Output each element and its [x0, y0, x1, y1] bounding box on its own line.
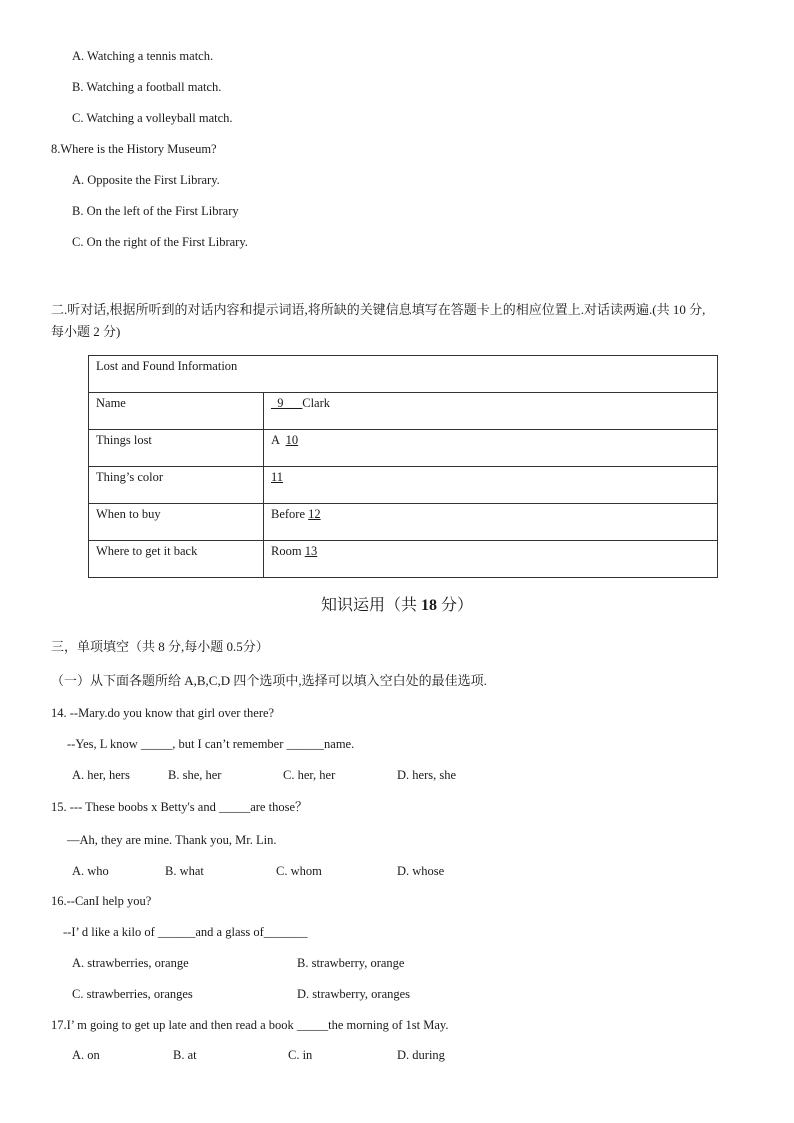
q17-option-b: B. at: [173, 1048, 197, 1062]
row-prefix: Before: [271, 507, 309, 521]
table-row: [89, 467, 718, 504]
q16-option-d: D. strawberry, oranges: [297, 987, 411, 1001]
blank-12: 12: [308, 507, 321, 521]
lost-found-table: [88, 355, 718, 578]
table-row: [89, 541, 718, 578]
section3-instructions: （一）从下面各题所给 A,B,C,D 四个选项中,选择可以填入空白处的最佳选项.: [51, 673, 487, 688]
blank-11: 11: [271, 470, 284, 484]
q16-option-b: B. strawberry, orange: [297, 956, 405, 970]
q14-option-c: C. her, her: [283, 768, 336, 782]
table-row: [89, 393, 718, 430]
title-suffix: 分）: [437, 597, 474, 614]
blank-13: 13: [304, 544, 318, 558]
q16-question: 16.--CanI help you?: [51, 894, 152, 908]
title-number: 18: [421, 597, 437, 614]
row-label: Name: [89, 393, 264, 430]
q7-option-c: C. Watching a volleyball match.: [72, 111, 233, 125]
section2-instructions: [51, 296, 757, 339]
blank-10: 10: [285, 433, 299, 447]
q15-question: 15. --- These boobs x Betty's and _____are those？: [51, 800, 308, 814]
q15-option-b: B. what: [165, 864, 204, 878]
row-label: When to buy: [89, 504, 264, 541]
q16-response: --I’ d like a kilo of ______and a glass of_______: [63, 925, 308, 939]
q17-option-d: D. during: [397, 1048, 445, 1062]
q14-option-a: A. her, hers: [72, 768, 130, 782]
row-value: [264, 541, 718, 578]
row-value: [264, 504, 718, 541]
row-label: Thing’s color: [89, 467, 264, 504]
q15-option-d: D. whose: [397, 864, 445, 878]
q15-option-c: C. whom: [276, 864, 322, 878]
q7-option-b: B. Watching a football match.: [72, 80, 222, 94]
knowledge-title: [0, 596, 794, 616]
row-prefix: A: [271, 433, 286, 447]
q8-option-b: B. On the left of the First Library: [72, 204, 239, 218]
q15-response: —Ah, they are mine. Thank you, Mr. Lin.: [67, 833, 277, 847]
row-suffix: Clark: [302, 396, 331, 410]
row-prefix: Room: [271, 544, 305, 558]
q17-option-c: C. in: [288, 1048, 313, 1062]
row-value: [264, 467, 718, 504]
q16-option-a: A. strawberries, orange: [72, 956, 189, 970]
section3-title: 三，单项填空（共 8 分,每小题 0.5分）: [51, 639, 269, 654]
q17-option-a: A. on: [72, 1048, 100, 1062]
title-prefix: 知识运用（共: [320, 597, 421, 614]
q8-option-c: C. On the right of the First Library.: [72, 235, 248, 249]
q8-option-a: A. Opposite the First Library.: [72, 173, 220, 187]
row-value: [264, 393, 718, 430]
section2-line1: 二.听对话,根据所听到的对话内容和提示词语,将所缺的关键信息填写在答题卡上的相应位置上.对话读两遍.(共 10 分,: [51, 302, 706, 317]
table-row: [89, 430, 718, 467]
q7-option-a: A. Watching a tennis match.: [72, 49, 214, 63]
row-value: [264, 430, 718, 467]
q17-question: 17.I’ m going to get up late and then read a book _____the morning of 1st May.: [51, 1018, 449, 1032]
blank-9: _9___: [271, 396, 303, 410]
q14-option-b: B. she, her: [168, 768, 222, 782]
table-header-row: [89, 356, 718, 393]
q14-option-d: D. hers, she: [397, 768, 457, 782]
q15-option-a: A. who: [72, 864, 109, 878]
row-label: Where to get it back: [89, 541, 264, 578]
section2-line2: 每小题 2 分): [51, 324, 121, 339]
table-row: [89, 504, 718, 541]
q14-question: 14. --Mary.do you know that girl over there?: [51, 706, 275, 720]
q16-option-c: C. strawberries, oranges: [72, 987, 193, 1001]
row-label: Things lost: [89, 430, 264, 467]
q8-question: 8.Where is the History Museum?: [51, 142, 217, 156]
table-header: Lost and Found Information: [89, 356, 718, 393]
q14-response: --Yes, L know _____, but I can’t remember ______name.: [67, 737, 355, 751]
